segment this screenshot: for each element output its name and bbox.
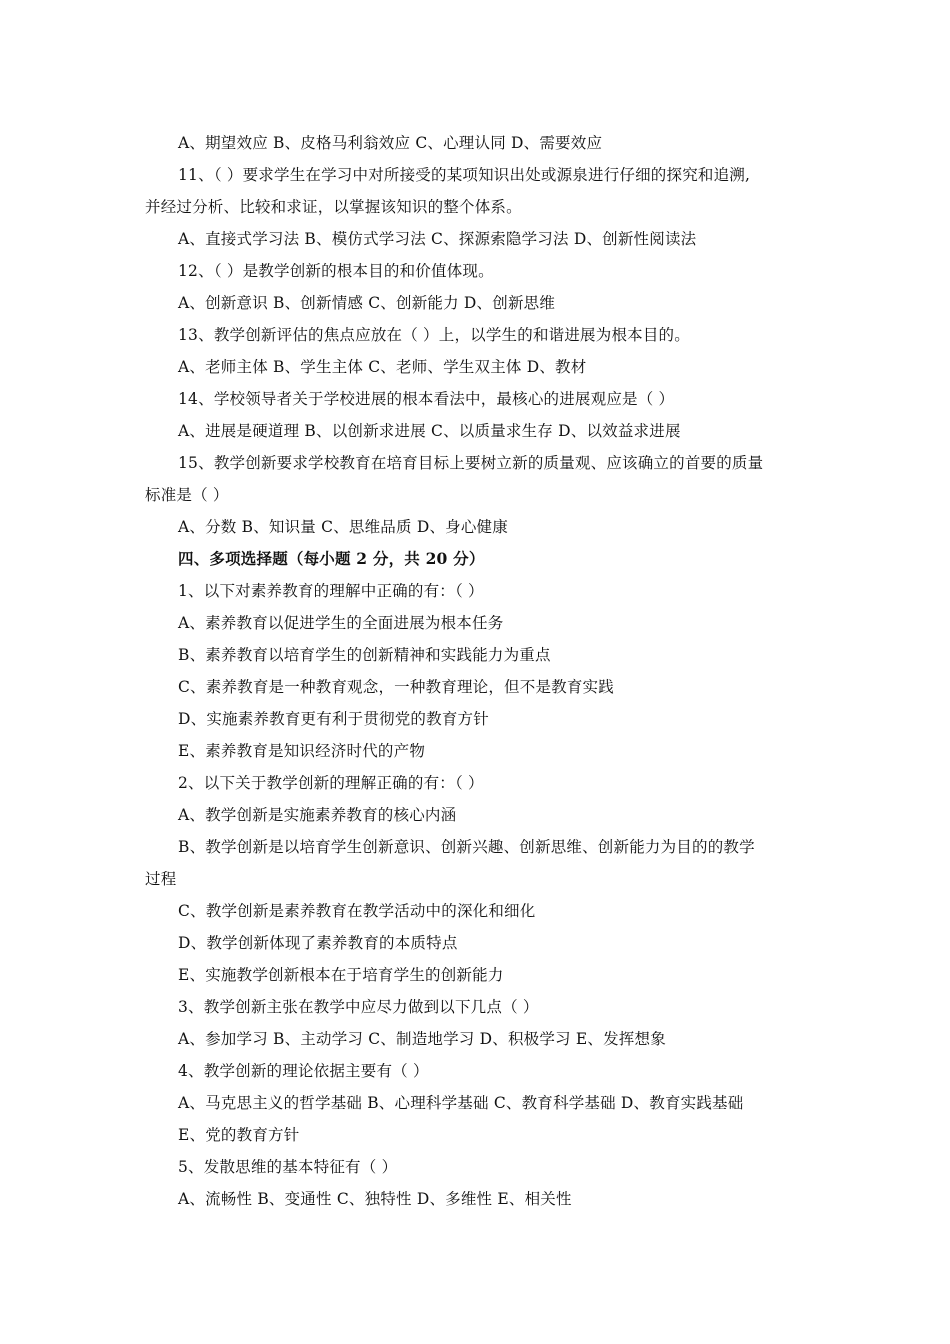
- option-line: A、直接式学习法 B、模仿式学习法 C、探源索隐学习法 D、创新性阅读法: [178, 230, 697, 248]
- option-line: E、实施教学创新根本在于培育学生的创新能力: [178, 966, 504, 984]
- question-line: 15、教学创新要求学校教育在培育目标上要树立新的质量观、应该确立的首要的质量: [178, 454, 764, 472]
- question-continuation: 并经过分析、比较和求证，以掌握该知识的整个体系。: [145, 198, 522, 216]
- question-line: 5、发散思维的基本特征有（ ）: [178, 1158, 398, 1176]
- question-continuation: 标准是（ ）: [145, 486, 229, 504]
- option-line: D、教学创新体现了素养教育的本质特点: [178, 934, 458, 952]
- question-line: 14、学校领导者关于学校进展的根本看法中，最核心的进展观应是（ ）: [178, 390, 675, 408]
- option-line: A、分数 B、知识量 C、思维品质 D、身心健康: [178, 518, 508, 536]
- option-line: B、教学创新是以培育学生创新意识、创新兴趣、创新思维、创新能力为目的的教学: [178, 838, 755, 856]
- option-line: A、创新意识 B、创新情感 C、创新能力 D、创新思维: [178, 294, 556, 312]
- question-line: 12、（ ）是教学创新的根本目的和价值体现。: [178, 262, 494, 280]
- option-line: A、流畅性 B、变通性 C、独特性 D、多维性 E、相关性: [178, 1190, 572, 1208]
- question-line: 3、教学创新主张在教学中应尽力做到以下几点（ ）: [178, 998, 539, 1016]
- option-continuation: 过程: [145, 870, 177, 888]
- option-line: A、进展是硬道理 B、以创新求进展 C、以质量求生存 D、以效益求进展: [178, 422, 681, 440]
- option-line: A、参加学习 B、主动学习 C、制造地学习 D、积极学习 E、发挥想象: [178, 1030, 666, 1048]
- option-line: A、教学创新是实施素养教育的核心内涵: [178, 806, 457, 824]
- question-line: 1、以下对素养教育的理解中正确的有：（ ）: [178, 582, 484, 600]
- option-line: A、期望效应 B、皮格马利翁效应 C、心理认同 D、需要效应: [178, 134, 603, 152]
- section-heading: 四、多项选择题（每小题 2 分，共 20 分）: [178, 549, 485, 568]
- question-line: 4、教学创新的理论依据主要有（ ）: [178, 1062, 429, 1080]
- question-line: 11、（ ）要求学生在学习中对所接受的某项知识出处或源泉进行仔细的探究和追溯,: [178, 166, 751, 184]
- option-line: C、教学创新是素养教育在教学活动中的深化和细化: [178, 902, 536, 920]
- option-line: B、素养教育以培育学生的创新精神和实践能力为重点: [178, 646, 551, 664]
- option-line: E、党的教育方针: [178, 1126, 300, 1144]
- option-line: E、素养教育是知识经济时代的产物: [178, 742, 426, 760]
- option-line: D、实施素养教育更有利于贯彻党的教育方针: [178, 710, 489, 728]
- question-line: 13、教学创新评估的焦点应放在（ ）上，以学生的和谐进展为根本目的。: [178, 326, 690, 344]
- option-line: A、马克思主义的哲学基础 B、心理科学基础 C、教育科学基础 D、教育实践基础: [178, 1094, 744, 1112]
- option-line: A、老师主体 B、学生主体 C、老师、学生双主体 D、教材: [178, 358, 587, 376]
- option-line: A、素养教育以促进学生的全面进展为根本任务: [178, 614, 504, 632]
- question-line: 2、以下关于教学创新的理解正确的有：（ ）: [178, 774, 484, 792]
- option-line: C、素养教育是一种教育观念，一种教育理论，但不是教育实践: [178, 678, 614, 696]
